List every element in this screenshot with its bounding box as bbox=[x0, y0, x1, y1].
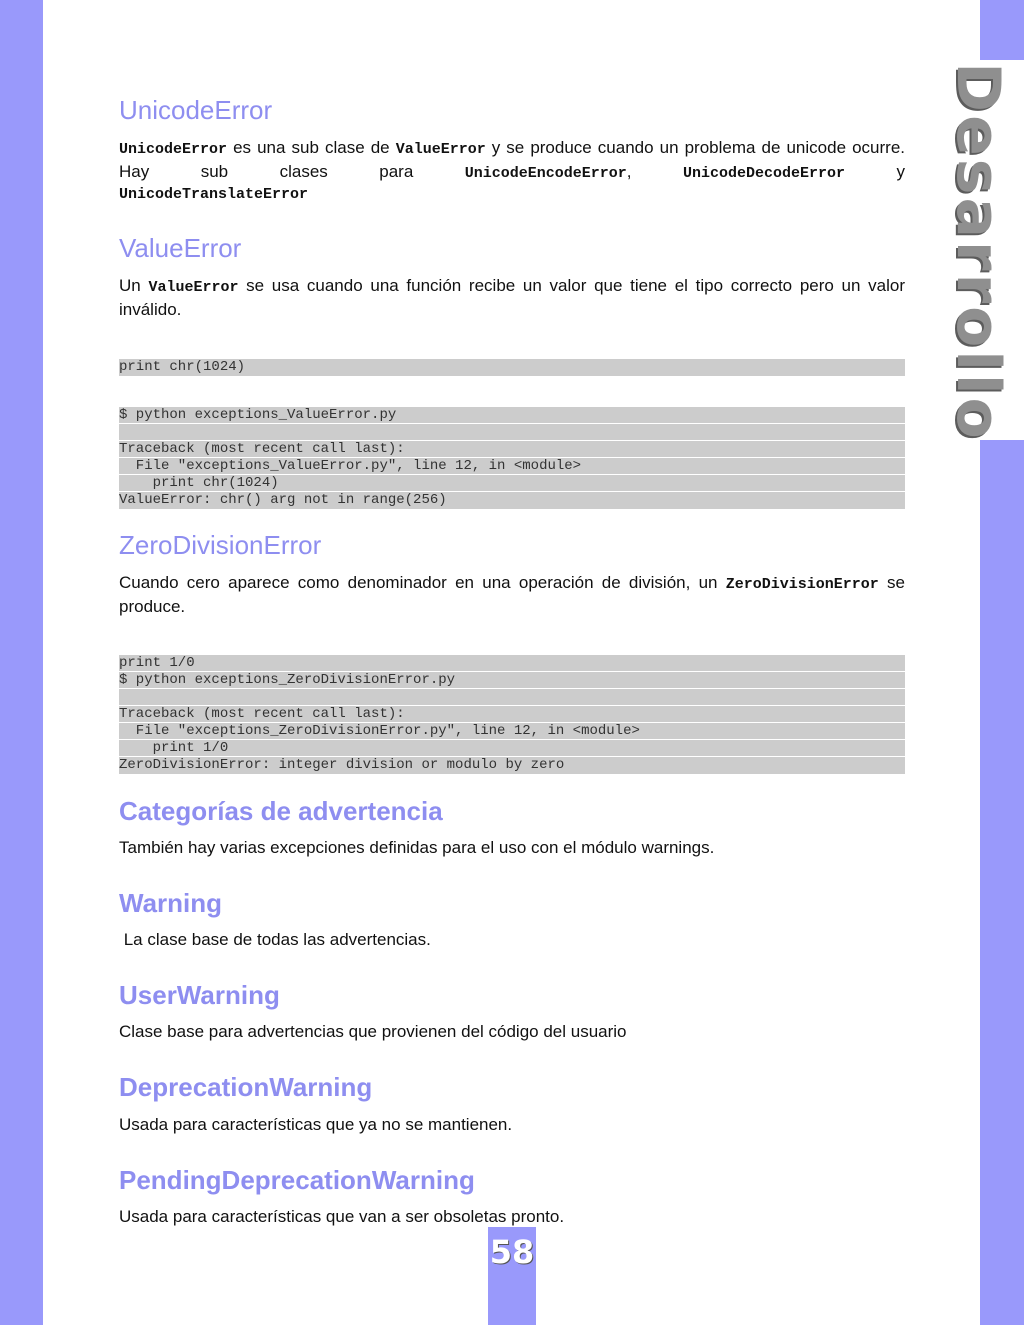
page-number: 58 bbox=[489, 1233, 535, 1271]
paragraph-unicodeerror-end bbox=[119, 182, 905, 206]
code-line: File "exceptions_ZeroDivisionError.py", line 12, in <module> bbox=[119, 723, 905, 740]
text: se produce. bbox=[119, 573, 905, 616]
text: y bbox=[845, 162, 905, 181]
code-line: ZeroDivisionError: integer division or modulo by zero bbox=[119, 757, 565, 773]
code-line: $ python exceptions_ZeroDivisionError.py bbox=[119, 672, 905, 689]
paragraph-userwarning: Clase base para advertencias que provienen del código del usuario bbox=[119, 1022, 627, 1041]
heading-userwarning: UserWarning bbox=[119, 980, 280, 1010]
text: se usa cuando una función recibe un valor que tiene el tipo correcto pero un valor inválido. bbox=[119, 276, 905, 319]
paragraph-categorias: También hay varias excepciones definidas para el uso con el módulo warnings. bbox=[119, 838, 715, 857]
code-line bbox=[119, 424, 905, 441]
code-block-valueerror-output bbox=[119, 407, 905, 509]
heading-deprecationwarning: DeprecationWarning bbox=[119, 1072, 373, 1102]
keyword: ZeroDivisionError bbox=[725, 576, 879, 593]
page-number-tab bbox=[488, 1227, 536, 1325]
heading-zerodivisionerror: ZeroDivisionError bbox=[119, 530, 322, 560]
code-block-valueerror-input bbox=[119, 359, 905, 376]
code-line: File "exceptions_ValueError.py", line 12, in <module> bbox=[119, 458, 905, 475]
heading-pendingdeprecationwarning: PendingDeprecationWarning bbox=[119, 1165, 475, 1195]
heading-valueerror: ValueError bbox=[119, 233, 242, 263]
keyword: UnicodeEncodeError bbox=[464, 165, 627, 182]
paragraph-zerodivisionerror bbox=[119, 572, 905, 618]
paragraph-pendingdeprecationwarning: Usada para características que van a ser obsoletas pronto. bbox=[119, 1207, 565, 1226]
section-side-title: Desarrollo bbox=[943, 62, 1013, 442]
keyword: UnicodeError bbox=[119, 141, 228, 158]
heading-categorias: Categorías de advertencia bbox=[119, 796, 443, 826]
code-line: print 1/0 bbox=[119, 655, 905, 672]
keyword: ValueError bbox=[395, 141, 486, 158]
text: es una sub clase de bbox=[227, 138, 396, 157]
keyword: ValueError bbox=[148, 279, 239, 296]
code-line: Traceback (most recent call last): bbox=[119, 706, 905, 723]
text: Cuando cero aparece como denominador en una operación de división, un bbox=[119, 573, 726, 592]
text: y se produce cuando un problema de unicode ocurre. Hay sub clases para bbox=[119, 138, 905, 181]
paragraph-warning: La clase base de todas las advertencias. bbox=[119, 930, 431, 949]
heading-unicodeerror: UnicodeError bbox=[119, 95, 273, 125]
code-block-zerodivisionerror bbox=[119, 655, 905, 774]
code-line: print chr(1024) bbox=[119, 475, 905, 492]
heading-warning: Warning bbox=[119, 888, 223, 918]
code-line: print chr(1024) bbox=[119, 359, 246, 375]
code-line: $ python exceptions_ValueError.py bbox=[119, 407, 905, 424]
paragraph-unicodeerror bbox=[119, 137, 905, 185]
code-line bbox=[119, 689, 905, 706]
keyword: UnicodeTranslateError bbox=[119, 186, 309, 203]
paragraph-valueerror bbox=[119, 275, 905, 321]
text: Un bbox=[119, 276, 149, 295]
keyword: UnicodeDecodeError bbox=[682, 165, 846, 182]
code-line: ValueError: chr() arg not in range(256) bbox=[119, 492, 447, 508]
paragraph-deprecationwarning: Usada para características que ya no se mantienen. bbox=[119, 1115, 513, 1134]
code-line: Traceback (most recent call last): bbox=[119, 441, 905, 458]
text: , bbox=[626, 162, 683, 181]
code-line: print 1/0 bbox=[119, 740, 905, 757]
